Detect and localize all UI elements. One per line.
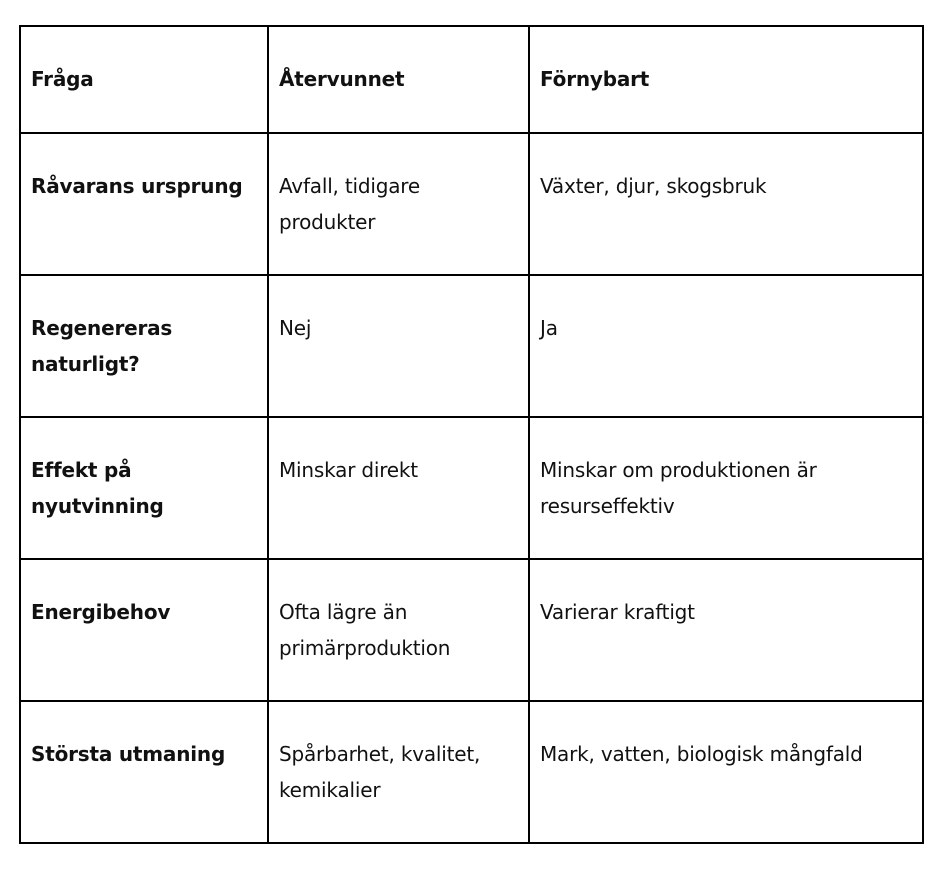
row-label: Regenereras naturligt? bbox=[20, 275, 268, 417]
row-label: Råvarans ursprung bbox=[20, 133, 268, 275]
row-label: Effekt på nyutvinning bbox=[20, 417, 268, 559]
table-row bbox=[20, 417, 923, 559]
row-label: Största utmaning bbox=[20, 701, 268, 843]
cell-recycled: Avfall, tidigare produkter bbox=[268, 133, 529, 275]
cell-renewable: Mark, vatten, biologisk mångfald bbox=[529, 701, 923, 843]
header-cell-recycled: Återvunnet bbox=[268, 26, 529, 133]
comparison-table bbox=[19, 25, 924, 844]
cell-renewable: Växter, djur, skogsbruk bbox=[529, 133, 923, 275]
cell-renewable: Varierar kraftigt bbox=[529, 559, 923, 701]
header-row bbox=[20, 26, 923, 133]
table-row bbox=[20, 559, 923, 701]
header-cell-question: Fråga bbox=[20, 26, 268, 133]
cell-recycled: Minskar direkt bbox=[268, 417, 529, 559]
table-header bbox=[20, 26, 923, 133]
cell-recycled: Ofta lägre än primärproduktion bbox=[268, 559, 529, 701]
table-row bbox=[20, 133, 923, 275]
table-body bbox=[20, 133, 923, 843]
row-label: Energibehov bbox=[20, 559, 268, 701]
cell-renewable: Minskar om produktionen är resurseffektiv bbox=[529, 417, 923, 559]
cell-recycled: Nej bbox=[268, 275, 529, 417]
cell-renewable: Ja bbox=[529, 275, 923, 417]
table-row bbox=[20, 275, 923, 417]
cell-recycled: Spårbarhet, kvalitet, kemikalier bbox=[268, 701, 529, 843]
table-row bbox=[20, 701, 923, 843]
header-cell-renewable: Förnybart bbox=[529, 26, 923, 133]
